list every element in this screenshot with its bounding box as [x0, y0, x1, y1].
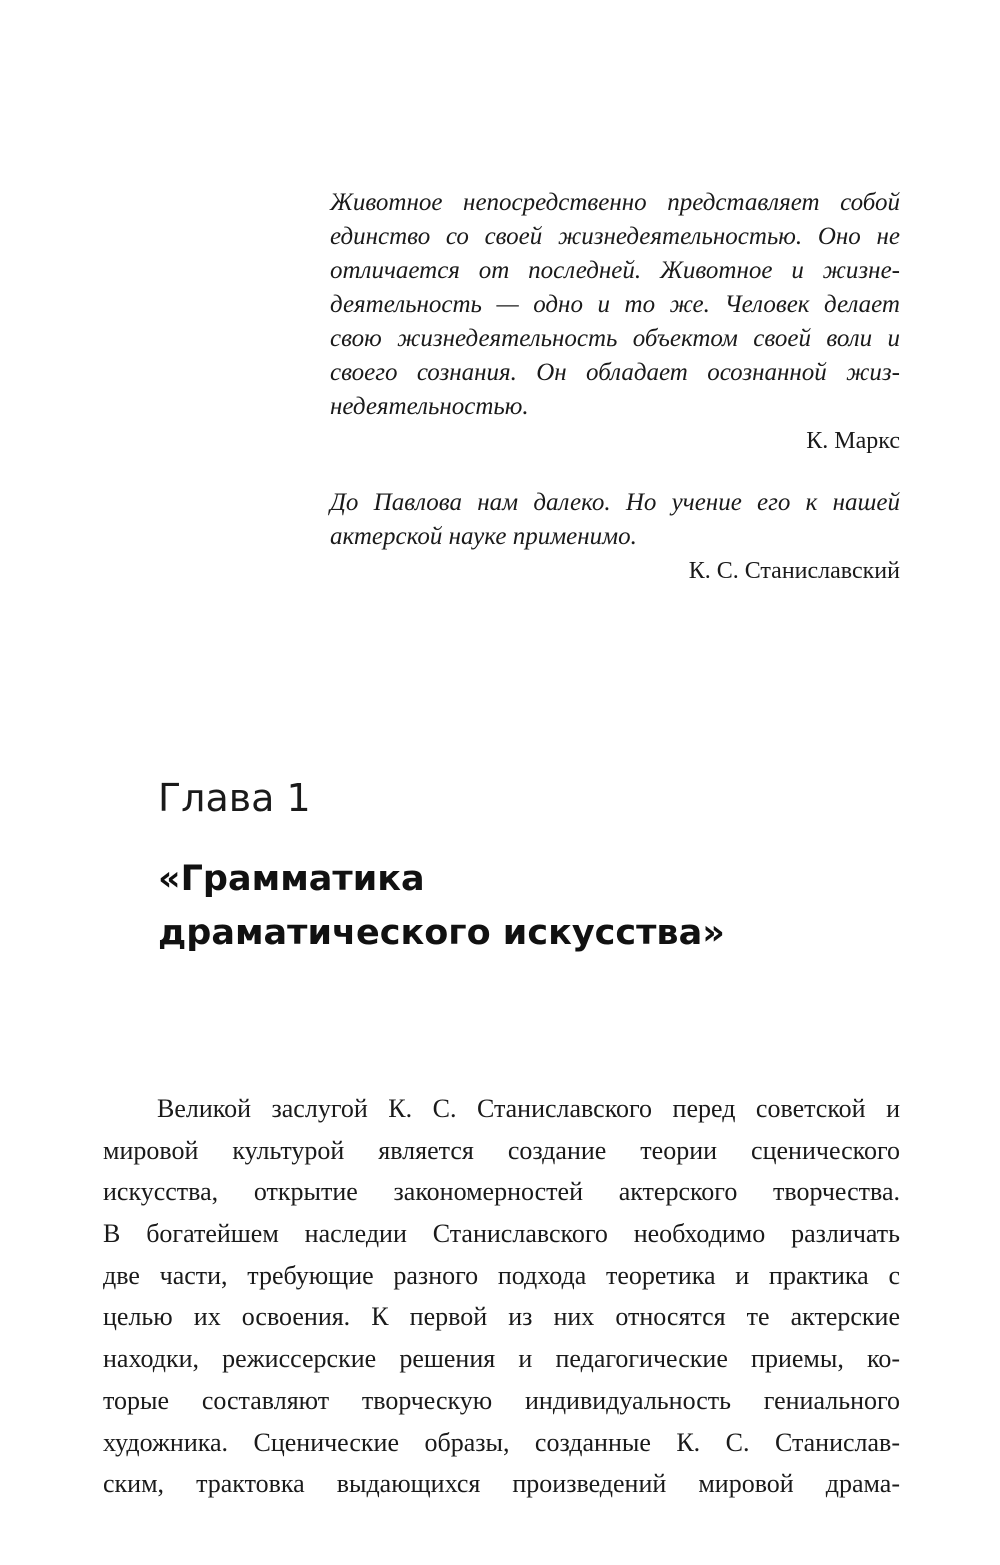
body-line: торые составляют творческую индивидуальность гениального [103, 1385, 900, 1415]
body-paragraph [103, 1088, 900, 1505]
epigraph-line: До Павлова нам далеко. Но учение его к нашей [330, 489, 900, 516]
epigraph-line: актерской науке применимо. [330, 523, 637, 550]
body-line: искусства, открытие закономерностей актерского творчества. [103, 1177, 900, 1207]
epigraph-author: К. Маркс [806, 428, 900, 454]
epigraph-line: единство со своей жизнедеятельностью. Оно не [330, 223, 900, 250]
body-line: целью их освоения. К первой из них относятся те актерские [103, 1302, 900, 1332]
body-line: Великой заслугой К. С. Станиславского перед советской и [157, 1094, 900, 1123]
epigraph-author: К. С. Станиславский [688, 558, 900, 584]
body-line: две части, требующие разного подхода теоретика и практика с [103, 1260, 900, 1290]
body-line: находки, режиссерские решения и педагогические приемы, ко- [103, 1344, 900, 1374]
chapter-title [158, 852, 725, 960]
epigraphs [330, 186, 900, 588]
body-line: художника. Сценические образы, созданные К. С. Станислав- [103, 1427, 900, 1457]
chapter-title-line: драматического искусства» [158, 913, 725, 953]
epigraph-line: недеятельностью. [330, 393, 529, 420]
chapter-label: Глава 1 [158, 776, 311, 820]
body-line: мировой культурой является создание теории сценического [103, 1135, 900, 1165]
epigraph-line: отличается от последней. Животное и жизне- [330, 257, 900, 284]
epigraph-line: Животное непосредственно представляет собой [330, 189, 900, 216]
body-line: ским, трактовка выдающихся произведений мировой драма- [103, 1469, 900, 1499]
epigraph-line: свою жизнедеятельность объектом своей воли и [330, 325, 900, 352]
epigraph-line: деятельность — одно и то же. Человек делает [330, 291, 900, 318]
chapter-title-line: «Грамматика [158, 859, 425, 899]
epigraph-marx [330, 186, 900, 458]
body-line: В богатейшем наследии Станиславского необходимо различать [103, 1219, 900, 1249]
epigraph-stanislavsky [330, 486, 900, 588]
epigraph-line: своего сознания. Он обладает осознанной жиз- [330, 359, 900, 386]
